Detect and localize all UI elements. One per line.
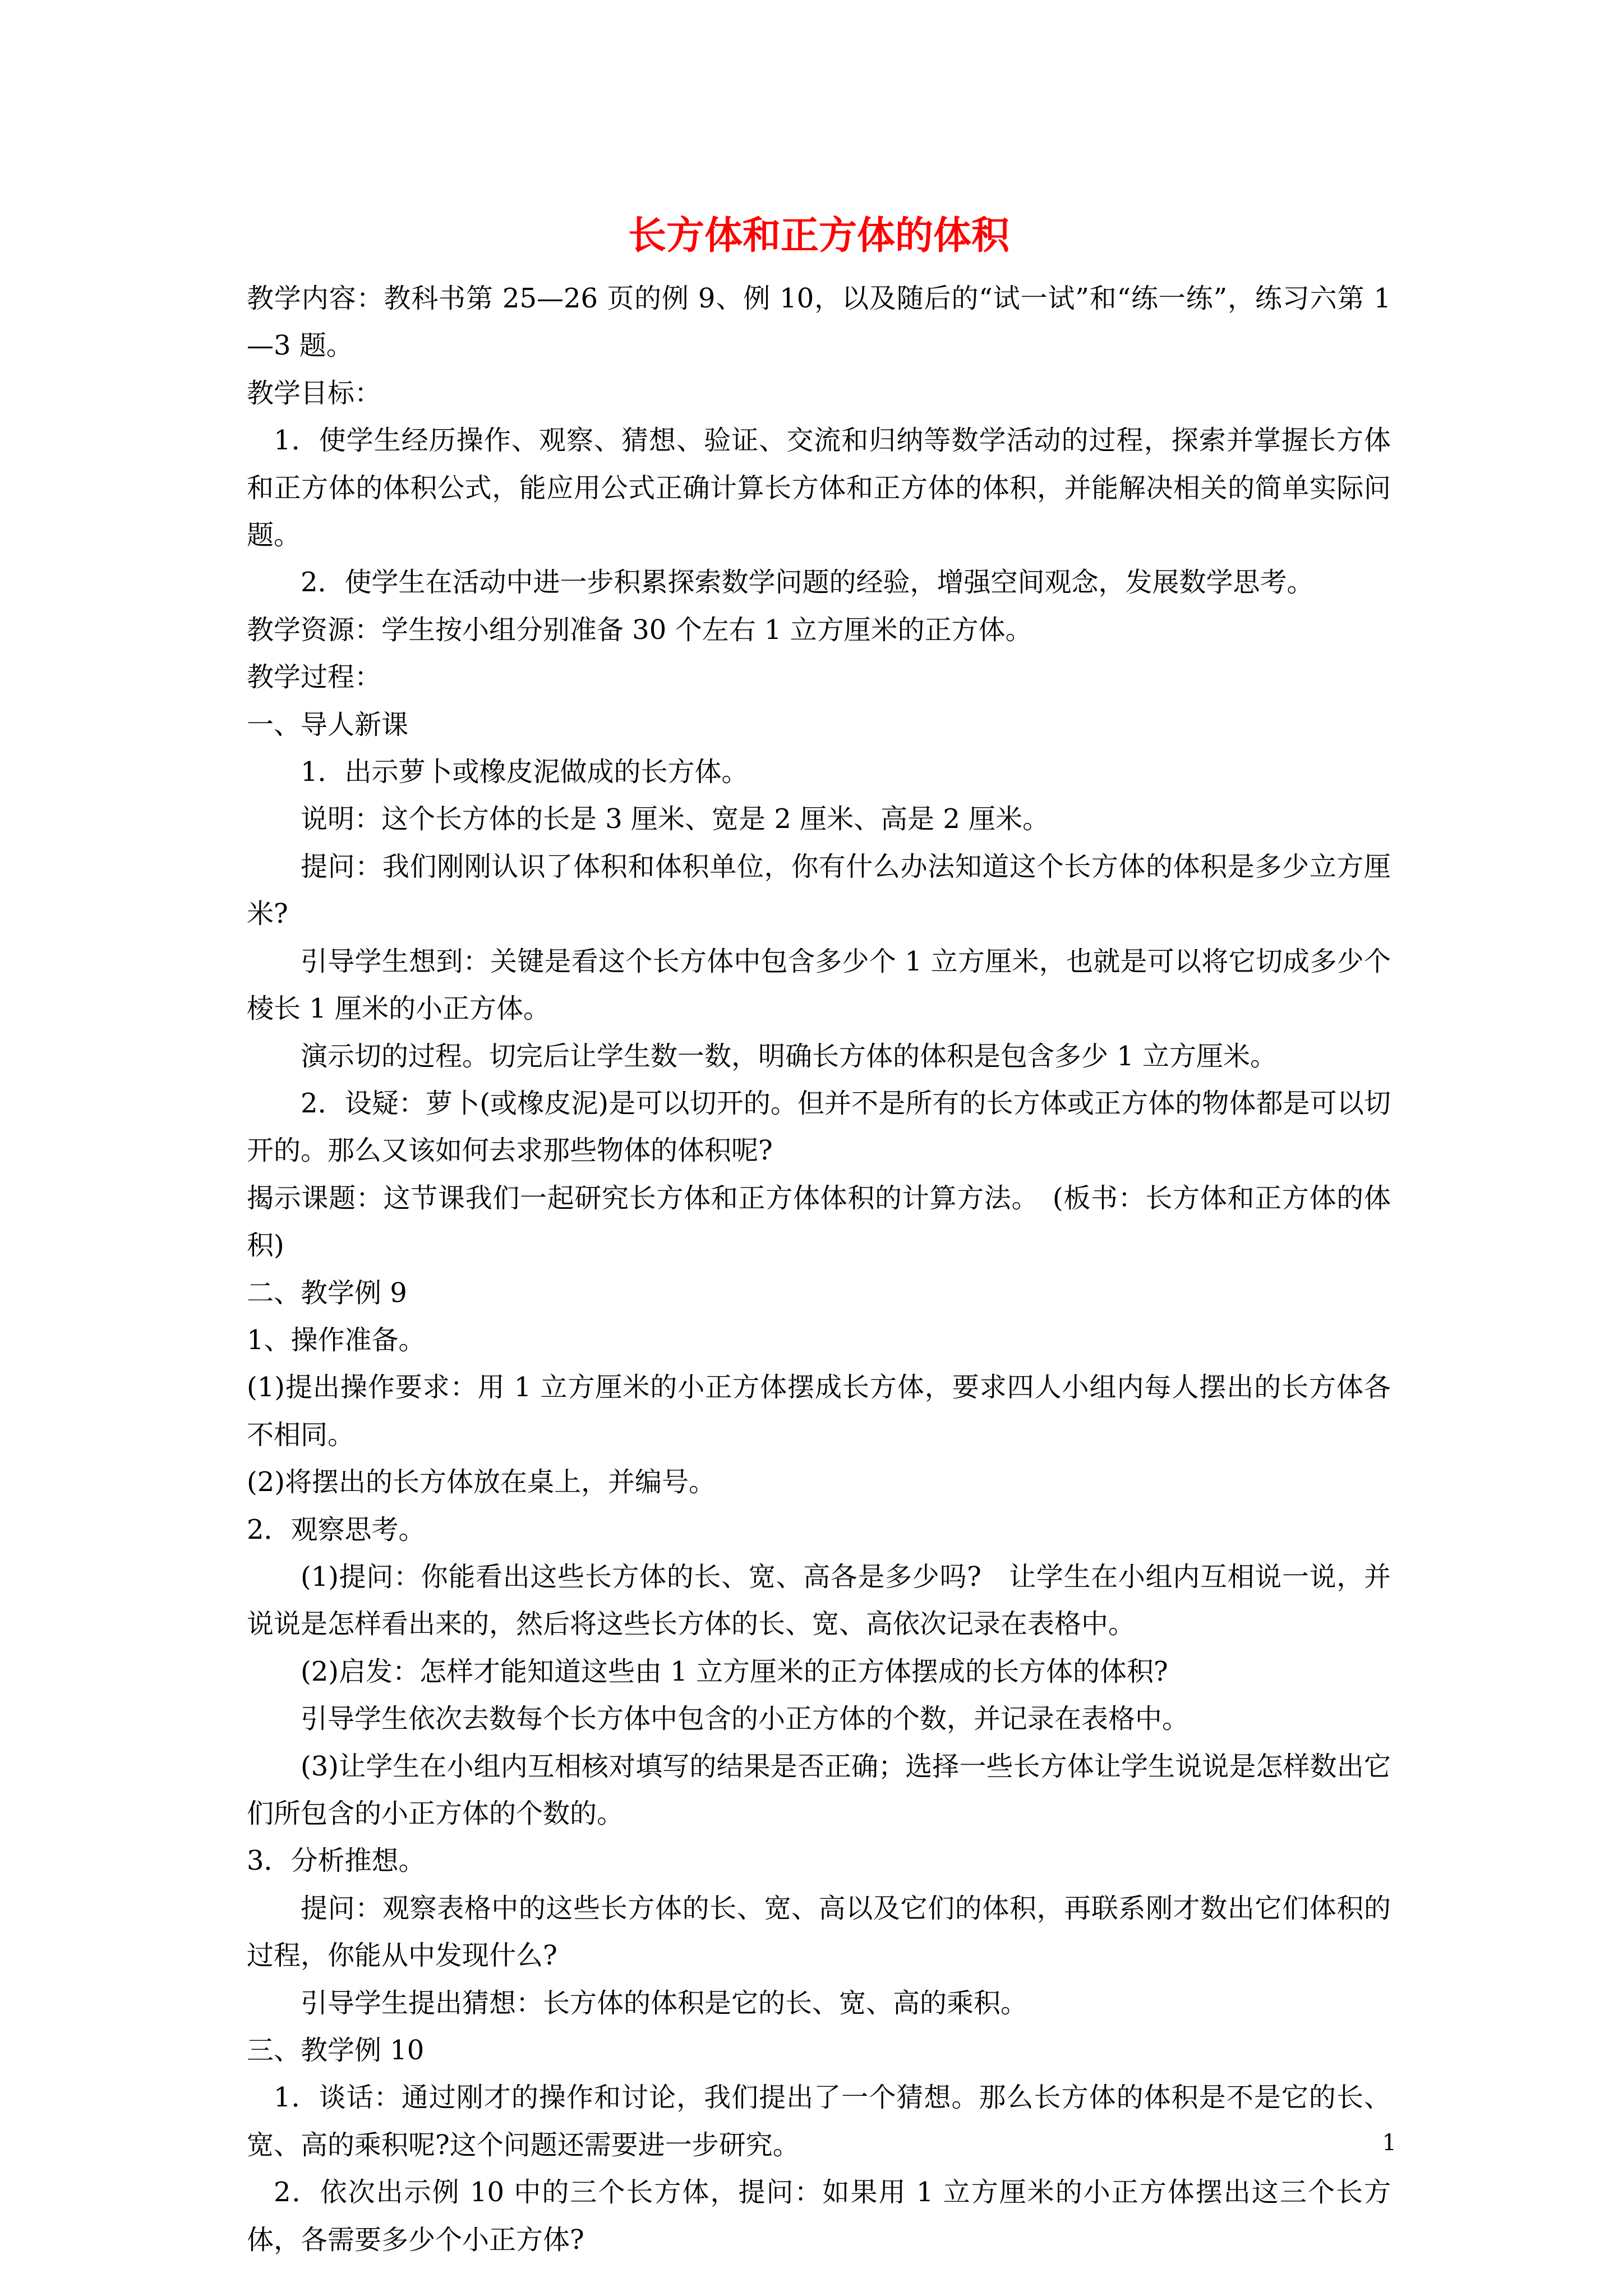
paragraph: 一、导人新课 (247, 708, 409, 740)
paragraph: 揭示课题：这节课我们一起研究长方体和正方体体积的计算方法。 (板书：长方体和正方体的体积) (247, 1182, 1391, 1262)
paragraph: 提问：我们刚刚认识了体积和体积单位，你有什么办法知道这个长方体的体积是多少立方厘米? (247, 850, 1391, 930)
paragraph: 2．设疑：萝卜(或橡皮泥)是可以切开的。但并不是所有的长方体或正方体的物体都是可以切开的。那么又该如何去求那些物体的体积呢? (247, 1087, 1391, 1167)
paragraph: 1、操作准备。 (247, 1324, 426, 1356)
document-body (247, 275, 1391, 2263)
paragraph: 教学目标： (247, 377, 382, 409)
paragraph: 1．使学生经历操作、观察、猜想、验证、交流和归纳等数学活动的过程，探索并掌握长方体和正方体的体积公式，能应用公式正确计算长方体和正方体的体积，并能解决相关的简单实际问题。 (247, 425, 1391, 551)
paragraph: 教学过程： (247, 661, 382, 693)
paragraph: 三、教学例 10 (247, 2035, 425, 2067)
paragraph: 演示切的过程。切完后让学生数一数，明确长方体的体积是包含多少 1 立方厘米。 (301, 1040, 1278, 1072)
paragraph: 提问：观察表格中的这些长方体的长、宽、高以及它们的体积，再联系刚才数出它们体积的过程，你能从中发现什么? (247, 1892, 1391, 1972)
paragraph: 引导学生依次去数每个长方体中包含的小正方体的个数，并记录在表格中。 (301, 1703, 1189, 1735)
paragraph: 1．出示萝卜或橡皮泥做成的长方体。 (301, 756, 749, 788)
paragraph: 二、教学例 9 (247, 1277, 407, 1309)
paragraph: 1．谈话：通过刚才的操作和讨论，我们提出了一个猜想。那么长方体的体积是不是它的长、宽、高的乘积呢?这个问题还需要进一步研究。 (247, 2082, 1391, 2161)
document-content (247, 202, 1391, 2263)
paragraph: 3．分析推想。 (247, 1845, 426, 1877)
page-number: 1 (1382, 2130, 1396, 2156)
paragraph: (1)提出操作要求：用 1 立方厘米的小正方体摆成长方体，要求四人小组内每人摆出的长方体各不相同。 (247, 1372, 1391, 1451)
paragraph: 教学内容：教科书第 25—26 页的例 9、例 10，以及随后的“试一试”和“练一练”，练习六第 1—3 题。 (247, 283, 1391, 362)
paragraph: (1)提问：你能看出这些长方体的长、宽、高各是多少吗? 让学生在小组内互相说一说，并说说是怎样看出来的，然后将这些长方体的长、宽、高依次记录在表格中。 (247, 1561, 1391, 1640)
paragraph: (2)启发：怎样才能知道这些由 1 立方厘米的正方体摆成的长方体的体积? (301, 1655, 1168, 1687)
paragraph: 引导学生想到：关键是看这个长方体中包含多少个 1 立方厘米，也就是可以将它切成多少个棱长 1 厘米的小正方体。 (247, 945, 1391, 1025)
paragraph: 引导学生提出猜想：长方体的体积是它的长、宽、高的乘积。 (301, 1987, 1028, 2019)
paragraph: 2．依次出示例 10 中的三个长方体，提问：如果用 1 立方厘米的小正方体摆出这三个长方体，各需要多少个小正方体? (247, 2177, 1391, 2256)
paragraph: 说明：这个长方体的长是 3 厘米、宽是 2 厘米、高是 2 厘米。 (301, 803, 1050, 835)
paragraph: 2．观察思考。 (247, 1513, 426, 1545)
paragraph: (2)将摆出的长方体放在桌上，并编号。 (247, 1466, 716, 1498)
paragraph: 教学资源：学生按小组分别准备 30 个左右 1 立方厘米的正方体。 (247, 614, 1032, 646)
paragraph: (3)让学生在小组内互相核对填写的结果是否正确；选择一些长方体让学生说说是怎样数出它们所包含的小正方体的个数的。 (247, 1750, 1391, 1829)
paragraph: 2．使学生在活动中进一步积累探索数学问题的经验，增强空间观念，发展数学思考。 (301, 567, 1314, 599)
document-title: 长方体和正方体的体积 (628, 213, 1009, 258)
